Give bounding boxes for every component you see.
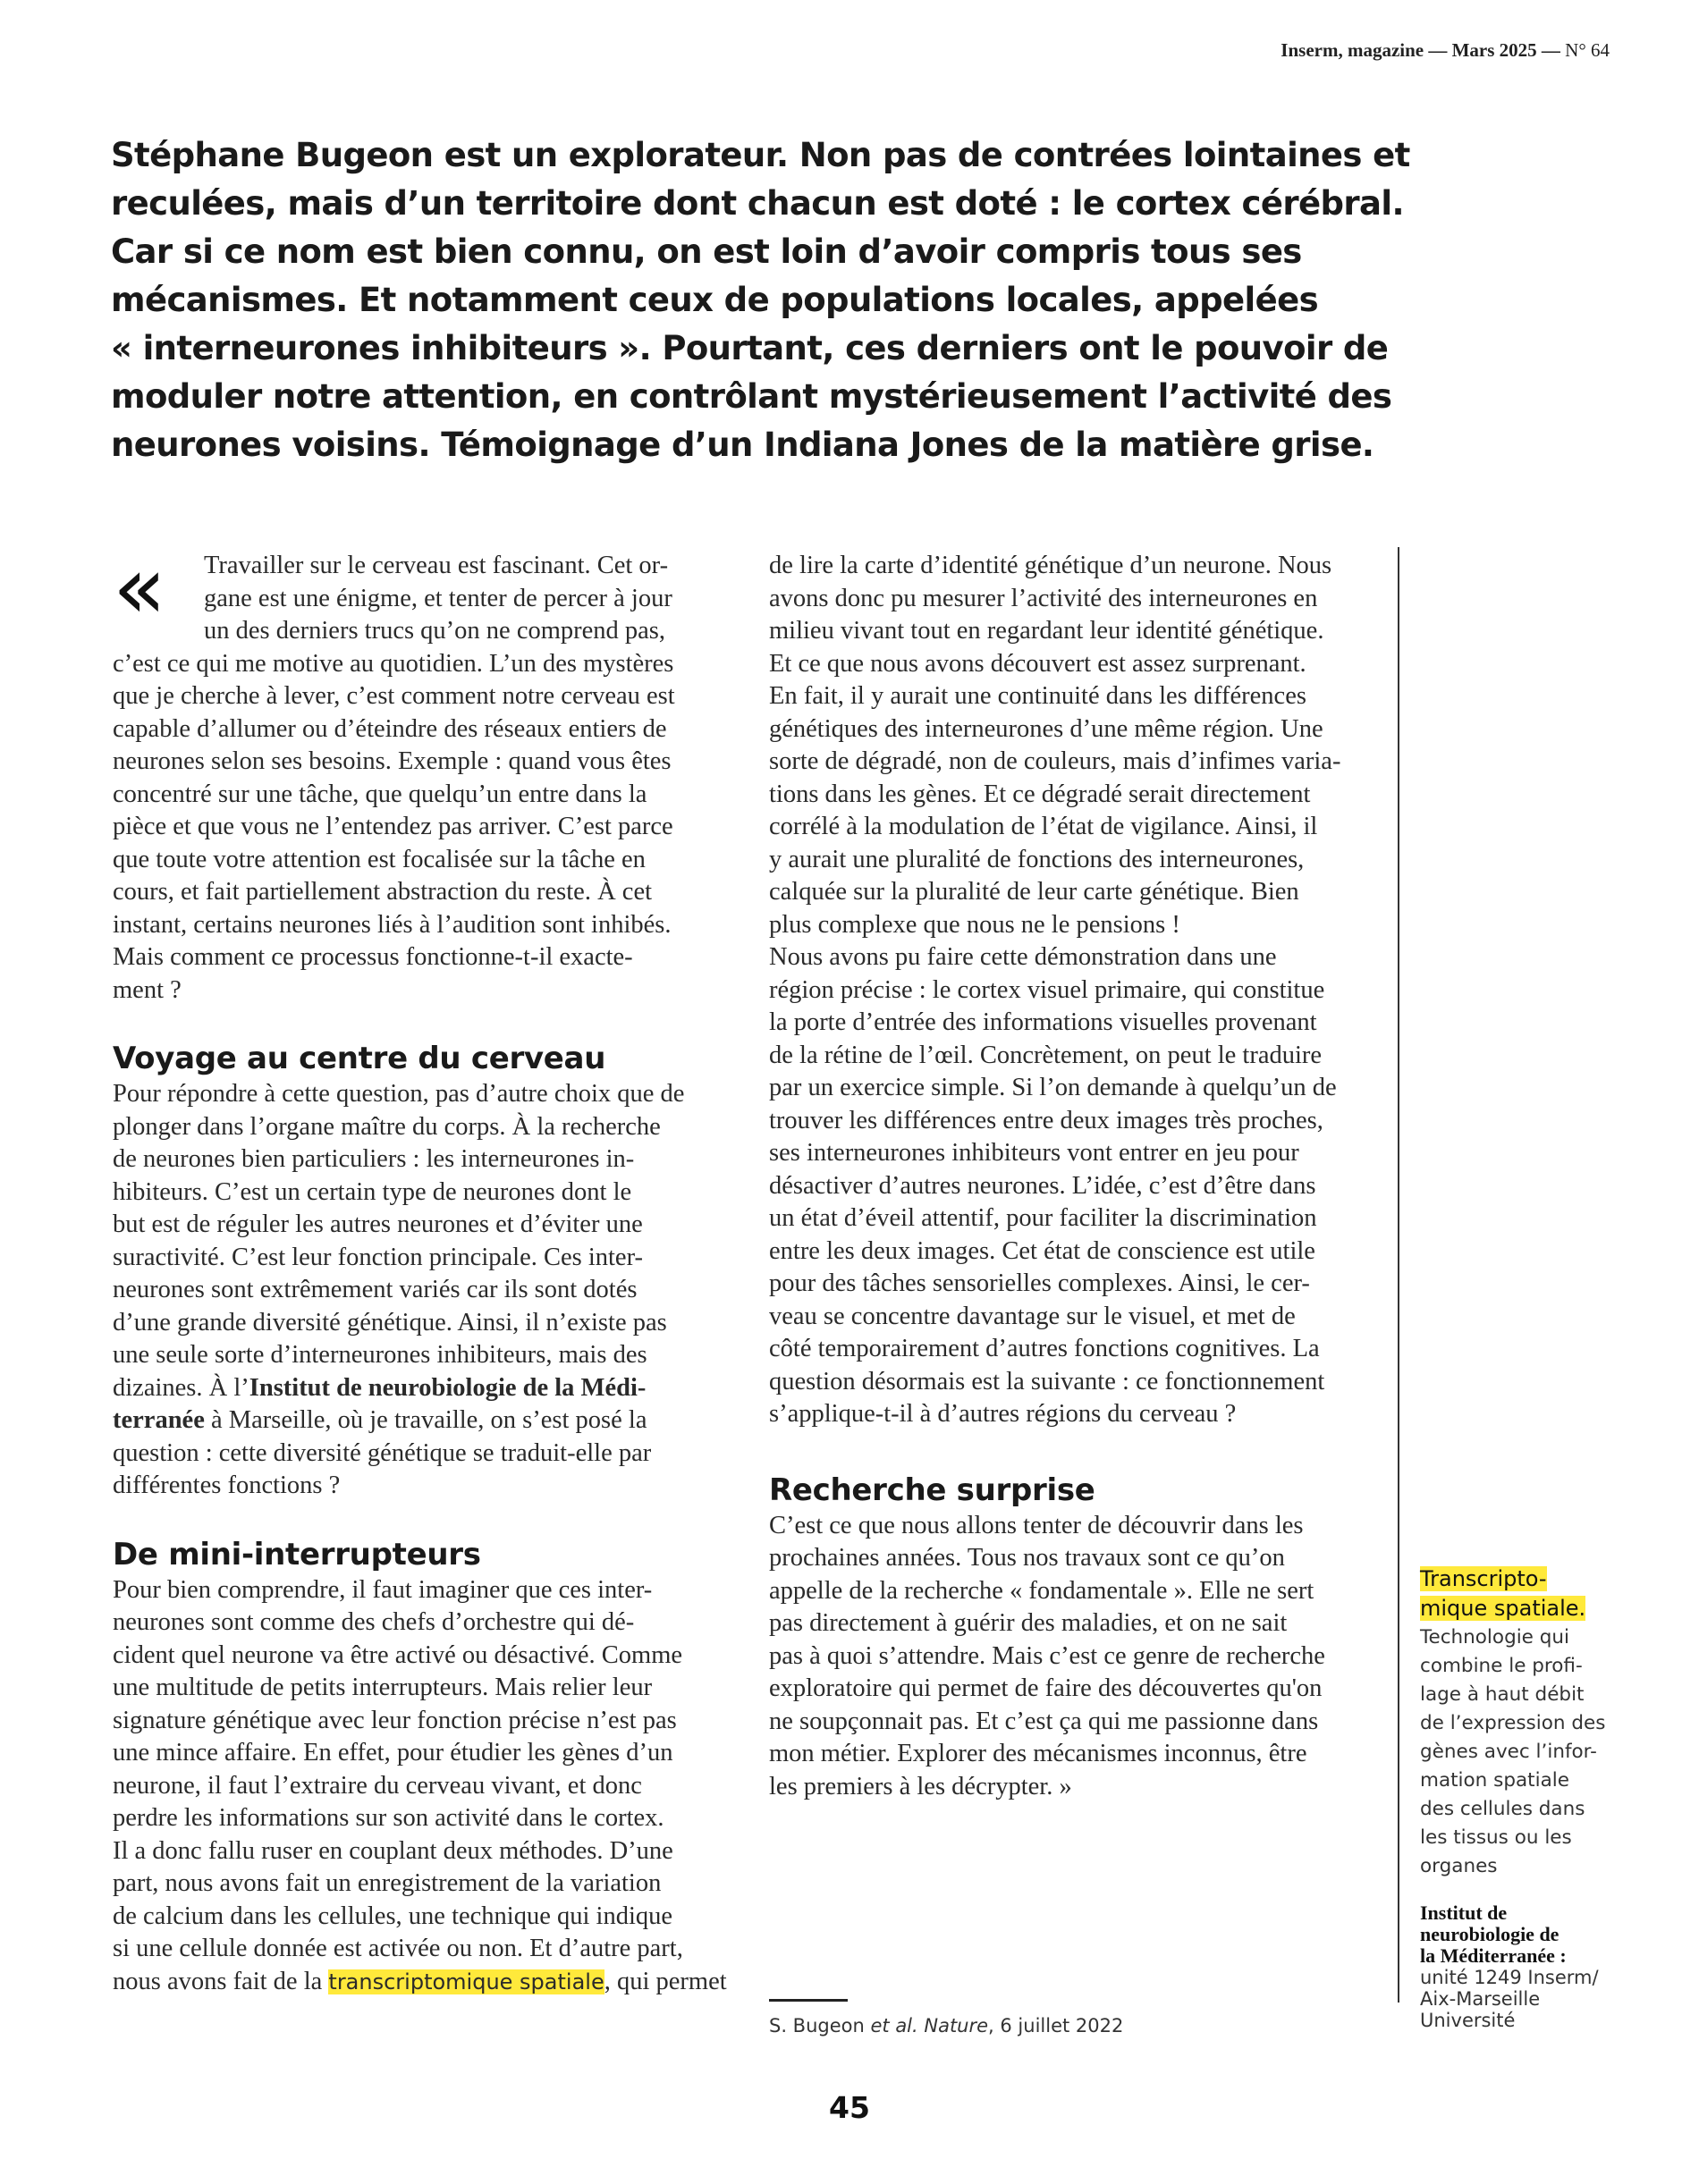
section-paragraph xyxy=(113,1574,727,1999)
lede-line: « interneurones inhibiteurs ». Pourtant, ces derniers ont le pouvoir de xyxy=(111,329,1389,367)
text-line: C’est ce que nous allons tenter de découvrir dans les xyxy=(769,1511,1304,1539)
glossary-definition-line: Technologie qui xyxy=(1420,1626,1569,1649)
text-line: sorte de dégradé, non de couleurs, mais d’infimes varia- xyxy=(769,747,1341,775)
text-run: à Marseille, où je travaille, on s’est posé la xyxy=(204,1406,647,1434)
text-line: En fait, il y aurait une continuité dans les différences xyxy=(769,682,1306,710)
text-line: veau se concentre davantage sur le visuel, et met de xyxy=(769,1302,1296,1330)
lede-line: Car si ce nom est bien connu, on est loin d’avoir compris tous ses xyxy=(111,232,1302,271)
text-line: une seule sorte d’interneurones inhibiteurs, mais des xyxy=(113,1341,647,1369)
text-line: milieu vivant tout en regardant leur identité génétique. xyxy=(769,617,1324,645)
institute-detail-line: unité 1249 Inserm/ xyxy=(1420,1967,1599,1988)
text-line: une mince affaire. En effet, pour étudier les gènes d’un xyxy=(113,1739,673,1767)
text-line: Nous avons pu faire cette démonstration dans une xyxy=(769,943,1277,971)
text-line: c’est ce qui me motive au quotidien. L’un des mystères xyxy=(113,649,674,678)
text-line: avons donc pu mesurer l’activité des interneurones en xyxy=(769,584,1318,612)
text-line: cours, et fait partiellement abstraction du reste. À cet xyxy=(113,878,653,906)
text-line: prochaines années. Tous nos travaux sont ce qu’on xyxy=(769,1544,1285,1572)
footnote-text: , 6 juillet 2022 xyxy=(988,2015,1124,2036)
text-line: une multitude de petits interrupteurs. Mais relier leur xyxy=(113,1674,653,1701)
text-line: génétiques des interneurones d’une même région. Une xyxy=(769,714,1323,743)
text-line: s’applique-t-il à d’autres régions du cerveau ? xyxy=(769,1400,1237,1428)
text-line: mon métier. Explorer des mécanismes inconnus, être xyxy=(769,1740,1307,1767)
glossary-term-highlight: transcriptomique spatiale xyxy=(328,1969,604,1994)
body-paragraph xyxy=(769,550,1395,941)
sidebar-divider xyxy=(1398,547,1399,2003)
glossary-definition-line: combine le profi- xyxy=(1420,1655,1583,1677)
text-line: désactiver d’autres neurones. L’idée, c’est d’être dans xyxy=(769,1171,1316,1200)
text-line: question désormais est la suivante : ce fonctionnement xyxy=(769,1367,1325,1396)
text-column-right xyxy=(769,550,1395,1803)
institute-name-bold: terranée xyxy=(113,1406,205,1434)
text-line: but est de réguler les autres neurones et d’éviter une xyxy=(113,1210,643,1238)
text-line: entre les deux images. Cet état de conscience est utile xyxy=(769,1236,1315,1265)
text-line: si une cellule donnée est activée ou non. Et d’autre part, xyxy=(113,1935,683,1962)
section-heading: De mini-interrupteurs xyxy=(113,1536,481,1573)
glossary-definition-line: lage à haut débit xyxy=(1420,1683,1585,1706)
glossary-sidebar xyxy=(1420,1564,1617,1881)
text-line: suractivité. C’est leur fonction principale. Ces inter- xyxy=(113,1243,643,1271)
text-line: trouver les différences entre deux images très proches, xyxy=(769,1106,1323,1134)
text-line: tions dans les gènes. Et ce dégradé serait directement xyxy=(769,780,1311,808)
text-line: instant, certains neurones liés à l’audition sont inhibés. xyxy=(113,910,672,939)
text-line: que toute votre attention est focalisée sur la tâche en xyxy=(113,845,646,873)
text-line: pas directement à guérir des maladies, et on ne sait xyxy=(769,1609,1288,1637)
text-line: concentré sur une tâche, que quelqu’un entre dans la xyxy=(113,780,647,808)
issue-number: N° 64 xyxy=(1565,39,1610,61)
text-line: les premiers à les décrypter. » xyxy=(769,1772,1072,1800)
text-line: signature génétique avec leur fonction précise n’est pas xyxy=(113,1706,677,1734)
lede-line: moduler notre attention, en contrôlant mystérieusement l’activité des xyxy=(111,377,1392,416)
text-run: , qui permet xyxy=(604,1967,727,1995)
opening-quote-mark: « xyxy=(113,537,150,639)
text-line: neurones selon ses besoins. Exemple : quand vous êtes xyxy=(113,747,672,775)
footnote-reference xyxy=(769,2015,1123,2036)
text-line: un état d’éveil attentif, pour faciliter la discrimination xyxy=(769,1204,1317,1232)
text-line: corrélé à la modulation de l’état de vigilance. Ainsi, il xyxy=(769,813,1318,840)
text-line: neurones sont comme des chefs d’orchestre qui dé- xyxy=(113,1608,635,1636)
glossary-definition-line: de l’expression des xyxy=(1420,1712,1606,1734)
text-line xyxy=(113,1404,721,1438)
text-line: de neurones bien particuliers : les interneurones in- xyxy=(113,1145,635,1173)
glossary-definition-line: les tissus ou les xyxy=(1420,1826,1572,1849)
text-line: de la rétine de l’œil. Concrètement, on peut le traduire xyxy=(769,1041,1323,1069)
text-line: Pour bien comprendre, il faut imaginer que ces inter- xyxy=(113,1575,653,1604)
text-line: perdre les informations sur son activité dans le cortex. xyxy=(113,1804,664,1832)
text-line: de lire la carte d’identité génétique d’un neurone. Nous xyxy=(769,552,1332,579)
text-column-left xyxy=(113,537,727,1998)
text-line: appelle de la recherche « fondamentale ». Elle ne sert xyxy=(769,1576,1314,1605)
text-line: pas à quoi s’attendre. Mais c’est ce genre de recherche xyxy=(769,1641,1325,1670)
text-line: pour des tâches sensorielles complexes. Ainsi, le cer- xyxy=(769,1269,1310,1297)
text-line: Mais comment ce processus fonctionne-t-il exacte- xyxy=(113,943,633,971)
text-line: la porte d’entrée des informations visuelles provenant xyxy=(769,1008,1317,1036)
glossary-definition-line: gènes avec l’infor- xyxy=(1420,1741,1597,1763)
text-line xyxy=(113,1372,721,1405)
glossary-definition-line: organes xyxy=(1420,1855,1498,1877)
lede-line: Stéphane Bugeon est un explorateur. Non pas de contrées lointaines et xyxy=(111,136,1410,174)
lede-paragraph xyxy=(111,131,1410,469)
page-number: 45 xyxy=(829,2090,870,2125)
text-line: de calcium dans les cellules, une technique qui indique xyxy=(113,1902,673,1930)
text-line: par un exercice simple. Si l’on demande à quelqu’un de xyxy=(769,1074,1337,1101)
glossary-term-line: mique spatiale. xyxy=(1420,1596,1586,1621)
text-line: hibiteurs. C’est un certain type de neurones dont le xyxy=(113,1177,632,1206)
text-line: plus complexe que nous ne le pensions ! xyxy=(769,910,1180,939)
text-line: pièce et que vous ne l’entendez pas arriver. C’est parce xyxy=(113,813,673,840)
text-line: que je cherche à lever, c’est comment notre cerveau est xyxy=(113,682,675,710)
body-paragraph xyxy=(769,941,1395,1431)
text-line: exploratoire qui permet de faire des découvertes qu'on xyxy=(769,1674,1323,1702)
text-line: différentes fonctions ? xyxy=(113,1471,341,1499)
section-heading: Voyage au centre du cerveau xyxy=(113,1041,606,1076)
institute-detail-line: Aix-Marseille xyxy=(1420,1988,1541,2010)
text-line: Pour répondre à cette question, pas d’autre choix que de xyxy=(113,1080,685,1108)
text-line: capable d’allumer ou d’éteindre des réseaux entiers de xyxy=(113,714,667,743)
text-line: y aurait une pluralité de fonctions des interneurones, xyxy=(769,845,1305,873)
text-line: ses interneurones inhibiteurs vont entrer en jeu pour xyxy=(769,1139,1299,1167)
institute-name-line: la Méditerranée : xyxy=(1420,1944,1567,1967)
text-line: un des derniers trucs qu’on ne comprend pas, xyxy=(204,617,666,645)
body-paragraph xyxy=(769,1510,1395,1804)
institute-note xyxy=(1420,1902,1626,2031)
text-line: région précise : le cortex visuel primaire, qui constitue xyxy=(769,975,1325,1004)
text-line: d’une grande diversité génétique. Ainsi, il n’existe pas xyxy=(113,1308,667,1337)
footnote-text: S. Bugeon xyxy=(769,2015,871,2036)
institute-name-line: neurobiologie de xyxy=(1420,1923,1560,1945)
lede-line: mécanismes. Et notamment ceux de populations locales, appelées xyxy=(111,281,1319,319)
section-paragraph xyxy=(113,1078,721,1503)
page-header xyxy=(1281,39,1610,62)
text-line: ne soupçonnait pas. Et c’est ça qui me passionne dans xyxy=(769,1707,1319,1735)
intro-paragraph xyxy=(113,537,721,1007)
publication-name: Inserm, magazine — Mars 2025 — xyxy=(1281,39,1560,61)
text-line: part, nous avons fait un enregistrement de la variation xyxy=(113,1869,662,1897)
footnote-italic: et al. Nature xyxy=(870,2015,989,2036)
section-heading: Recherche surprise xyxy=(769,1471,1095,1508)
glossary-term xyxy=(1420,1564,1617,1594)
glossary-term-line: Transcripto- xyxy=(1420,1566,1547,1591)
glossary-definition-line: mation spatiale xyxy=(1420,1769,1569,1792)
institute-detail-line: Université xyxy=(1420,2010,1516,2031)
glossary-definition-line: des cellules dans xyxy=(1420,1798,1585,1820)
lede-line: reculées, mais d’un territoire dont chacun est doté : le cortex cérébral. xyxy=(111,184,1404,223)
text-line: neurone, il faut l’extraire du cerveau vivant, et donc xyxy=(113,1771,642,1800)
text-line: plonger dans l’organe maître du corps. À la recherche xyxy=(113,1112,661,1141)
text-line: cident quel neurone va être activé ou désactivé. Comme xyxy=(113,1640,683,1669)
text-line: question : cette diversité génétique se traduit-elle par xyxy=(113,1438,652,1467)
text-run: nous avons fait de la xyxy=(113,1967,329,1995)
text-run: dizaines. À l’ xyxy=(113,1373,249,1402)
text-line: neurones sont extrêmement variés car ils sont dotés xyxy=(113,1276,638,1303)
lede-line: neurones voisins. Témoignage d’un Indiana Jones de la matière grise. xyxy=(111,426,1374,464)
footnote-rule xyxy=(769,1999,848,2002)
text-line xyxy=(113,1966,727,1999)
glossary-term xyxy=(1420,1594,1617,1623)
institute-name-bold: Institut de neurobiologie de la Médi- xyxy=(249,1373,647,1402)
text-line: Travailler sur le cerveau est fascinant. Cet or- xyxy=(204,552,669,579)
institute-name-line: Institut de xyxy=(1420,1902,1508,1924)
text-line: Et ce que nous avons découvert est assez surprenant. xyxy=(769,649,1306,678)
text-line: calquée sur la pluralité de leur carte génétique. Bien xyxy=(769,878,1299,906)
text-line: Il a donc fallu ruser en couplant deux méthodes. D’une xyxy=(113,1836,673,1865)
text-line: gane est une énigme, et tenter de percer à jour xyxy=(204,584,672,612)
text-line: ment ? xyxy=(113,975,182,1004)
text-line: côté temporairement d’autres fonctions cognitives. La xyxy=(769,1335,1320,1362)
